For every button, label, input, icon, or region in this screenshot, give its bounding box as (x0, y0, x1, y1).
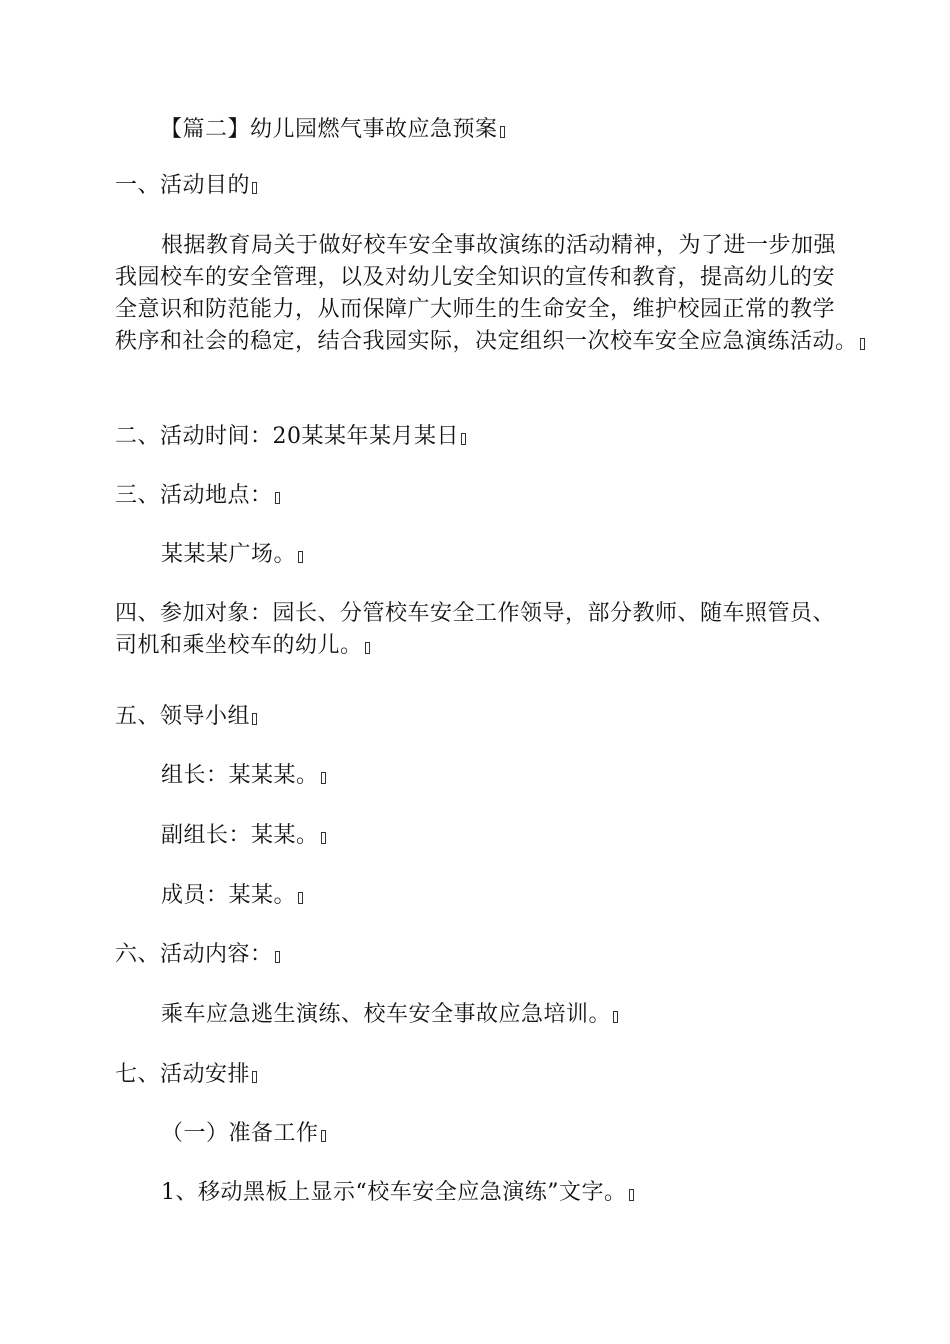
paragraph-mark-icon (275, 951, 280, 963)
section-5-members: 成员：某某。 (161, 881, 303, 911)
section-7-item-1: 1、移动黑板上显示“校车安全应急演练”文字。 (161, 1178, 634, 1208)
document-title: 【篇二】幼儿园燃气事故应急预案 (160, 115, 505, 145)
paragraph-mark-icon (321, 1130, 326, 1142)
section-5-leader: 组长：某某某。 (161, 761, 326, 791)
section-6-heading: 六、活动内容： (115, 940, 280, 970)
paragraph-mark-icon (275, 492, 280, 504)
section-6-body: 乘车应急逃生演练、校车安全事故应急培训。 (161, 1000, 618, 1030)
section-7-subheading: （一）准备工作 (161, 1119, 326, 1149)
section-2-time: 二、活动时间：20某某年某月某日 (115, 422, 466, 452)
section-5-deputy: 副组长：某某。 (161, 821, 326, 851)
paragraph-mark-icon (860, 338, 865, 350)
body-line: 全意识和防范能力，从而保障广大师生的生命安全，维护校园正常的教学 (115, 297, 836, 322)
paragraph-mark-icon (321, 772, 326, 784)
paragraph-mark-icon (629, 1189, 634, 1201)
paragraph-mark-icon (365, 642, 370, 654)
body-line: 四、参加对象：园长、分管校车安全工作领导，部分教师、随车照管员、 (115, 601, 836, 626)
paragraph-mark-icon (298, 551, 303, 563)
paragraph-mark-icon (252, 182, 257, 194)
section-5-heading: 五、领导小组 (115, 702, 257, 732)
section-7-heading: 七、活动安排 (115, 1060, 257, 1090)
section-1-heading: 一、活动目的 (115, 171, 257, 201)
paragraph-mark-icon (613, 1011, 618, 1023)
body-line: 根据教育局关于做好校车安全事故演练的活动精神，为了进一步加强 (161, 233, 837, 258)
paragraph-mark-icon (321, 832, 326, 844)
section-3-body: 某某某广场。 (161, 540, 303, 570)
body-line: 司机和乘坐校车的幼儿。 (115, 630, 835, 662)
paragraph-mark-icon (500, 126, 505, 138)
paragraph-mark-icon (252, 713, 257, 725)
section-1-body (115, 230, 865, 358)
section-4-participants (115, 598, 835, 662)
paragraph-mark-icon (252, 1071, 257, 1083)
body-line: 秩序和社会的稳定，结合我园实际，决定组织一次校车安全应急演练活动。 (115, 326, 865, 358)
body-line: 我园校车的安全管理，以及对幼儿安全知识的宣传和教育，提高幼儿的安 (115, 265, 836, 290)
paragraph-mark-icon (298, 892, 303, 904)
paragraph-mark-icon (461, 433, 466, 445)
section-3-heading: 三、活动地点： (115, 481, 280, 511)
